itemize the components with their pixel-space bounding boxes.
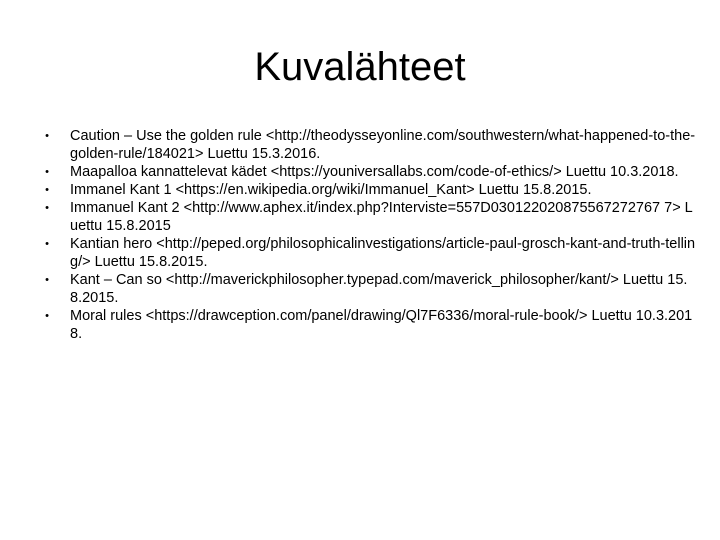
reference-item [42,163,697,181]
reference-item [42,127,697,163]
reference-text: Immanuel Kant 2 <http://www.aphex.it/index.php?Interviste=557D030122020875567272767 7> Luettu 15.8.2015 [70,200,693,234]
bullet-icon: • [45,274,49,286]
reference-item [42,235,697,271]
bullet-icon: • [45,310,49,322]
reference-item [42,199,697,235]
reference-text: Maapalloa kannattelevat kädet <https://youniversallabs.com/code-of-ethics/> Luettu 10.3.2018. [70,164,679,180]
reference-text: Kantian hero <http://peped.org/philosophicalinvestigations/article-paul-grosch-kant-and-truth-telling/> Luettu 15.8.2015. [70,236,696,270]
bullet-icon: • [45,238,49,250]
reference-item [42,181,697,199]
bullet-icon: • [45,130,49,142]
bullet-icon: • [45,202,49,214]
reference-list [42,127,697,343]
bullet-icon: • [45,166,49,178]
bullet-icon: • [45,184,49,196]
reference-text: Caution – Use the golden rule <http://theodysseyonline.com/southwestern/what-happened-to-the-golden-rule/184021> Luettu 15.3.2016. [70,128,696,162]
reference-text: Immanel Kant 1 <https://en.wikipedia.org/wiki/Immanuel_Kant> Luettu 15.8.2015. [70,182,592,198]
reference-item [42,271,697,307]
reference-text: Kant – Can so <http://maverickphilosopher.typepad.com/maverick_philosopher/kant/> Luettu 15.8.2015. [70,272,688,306]
reference-item [42,307,697,343]
reference-text: Moral rules <https://drawception.com/panel/drawing/Ql7F6336/moral-rule-book/> Luettu 10.3.2018. [70,308,693,342]
slide-title: Kuvalähteet [254,45,466,89]
